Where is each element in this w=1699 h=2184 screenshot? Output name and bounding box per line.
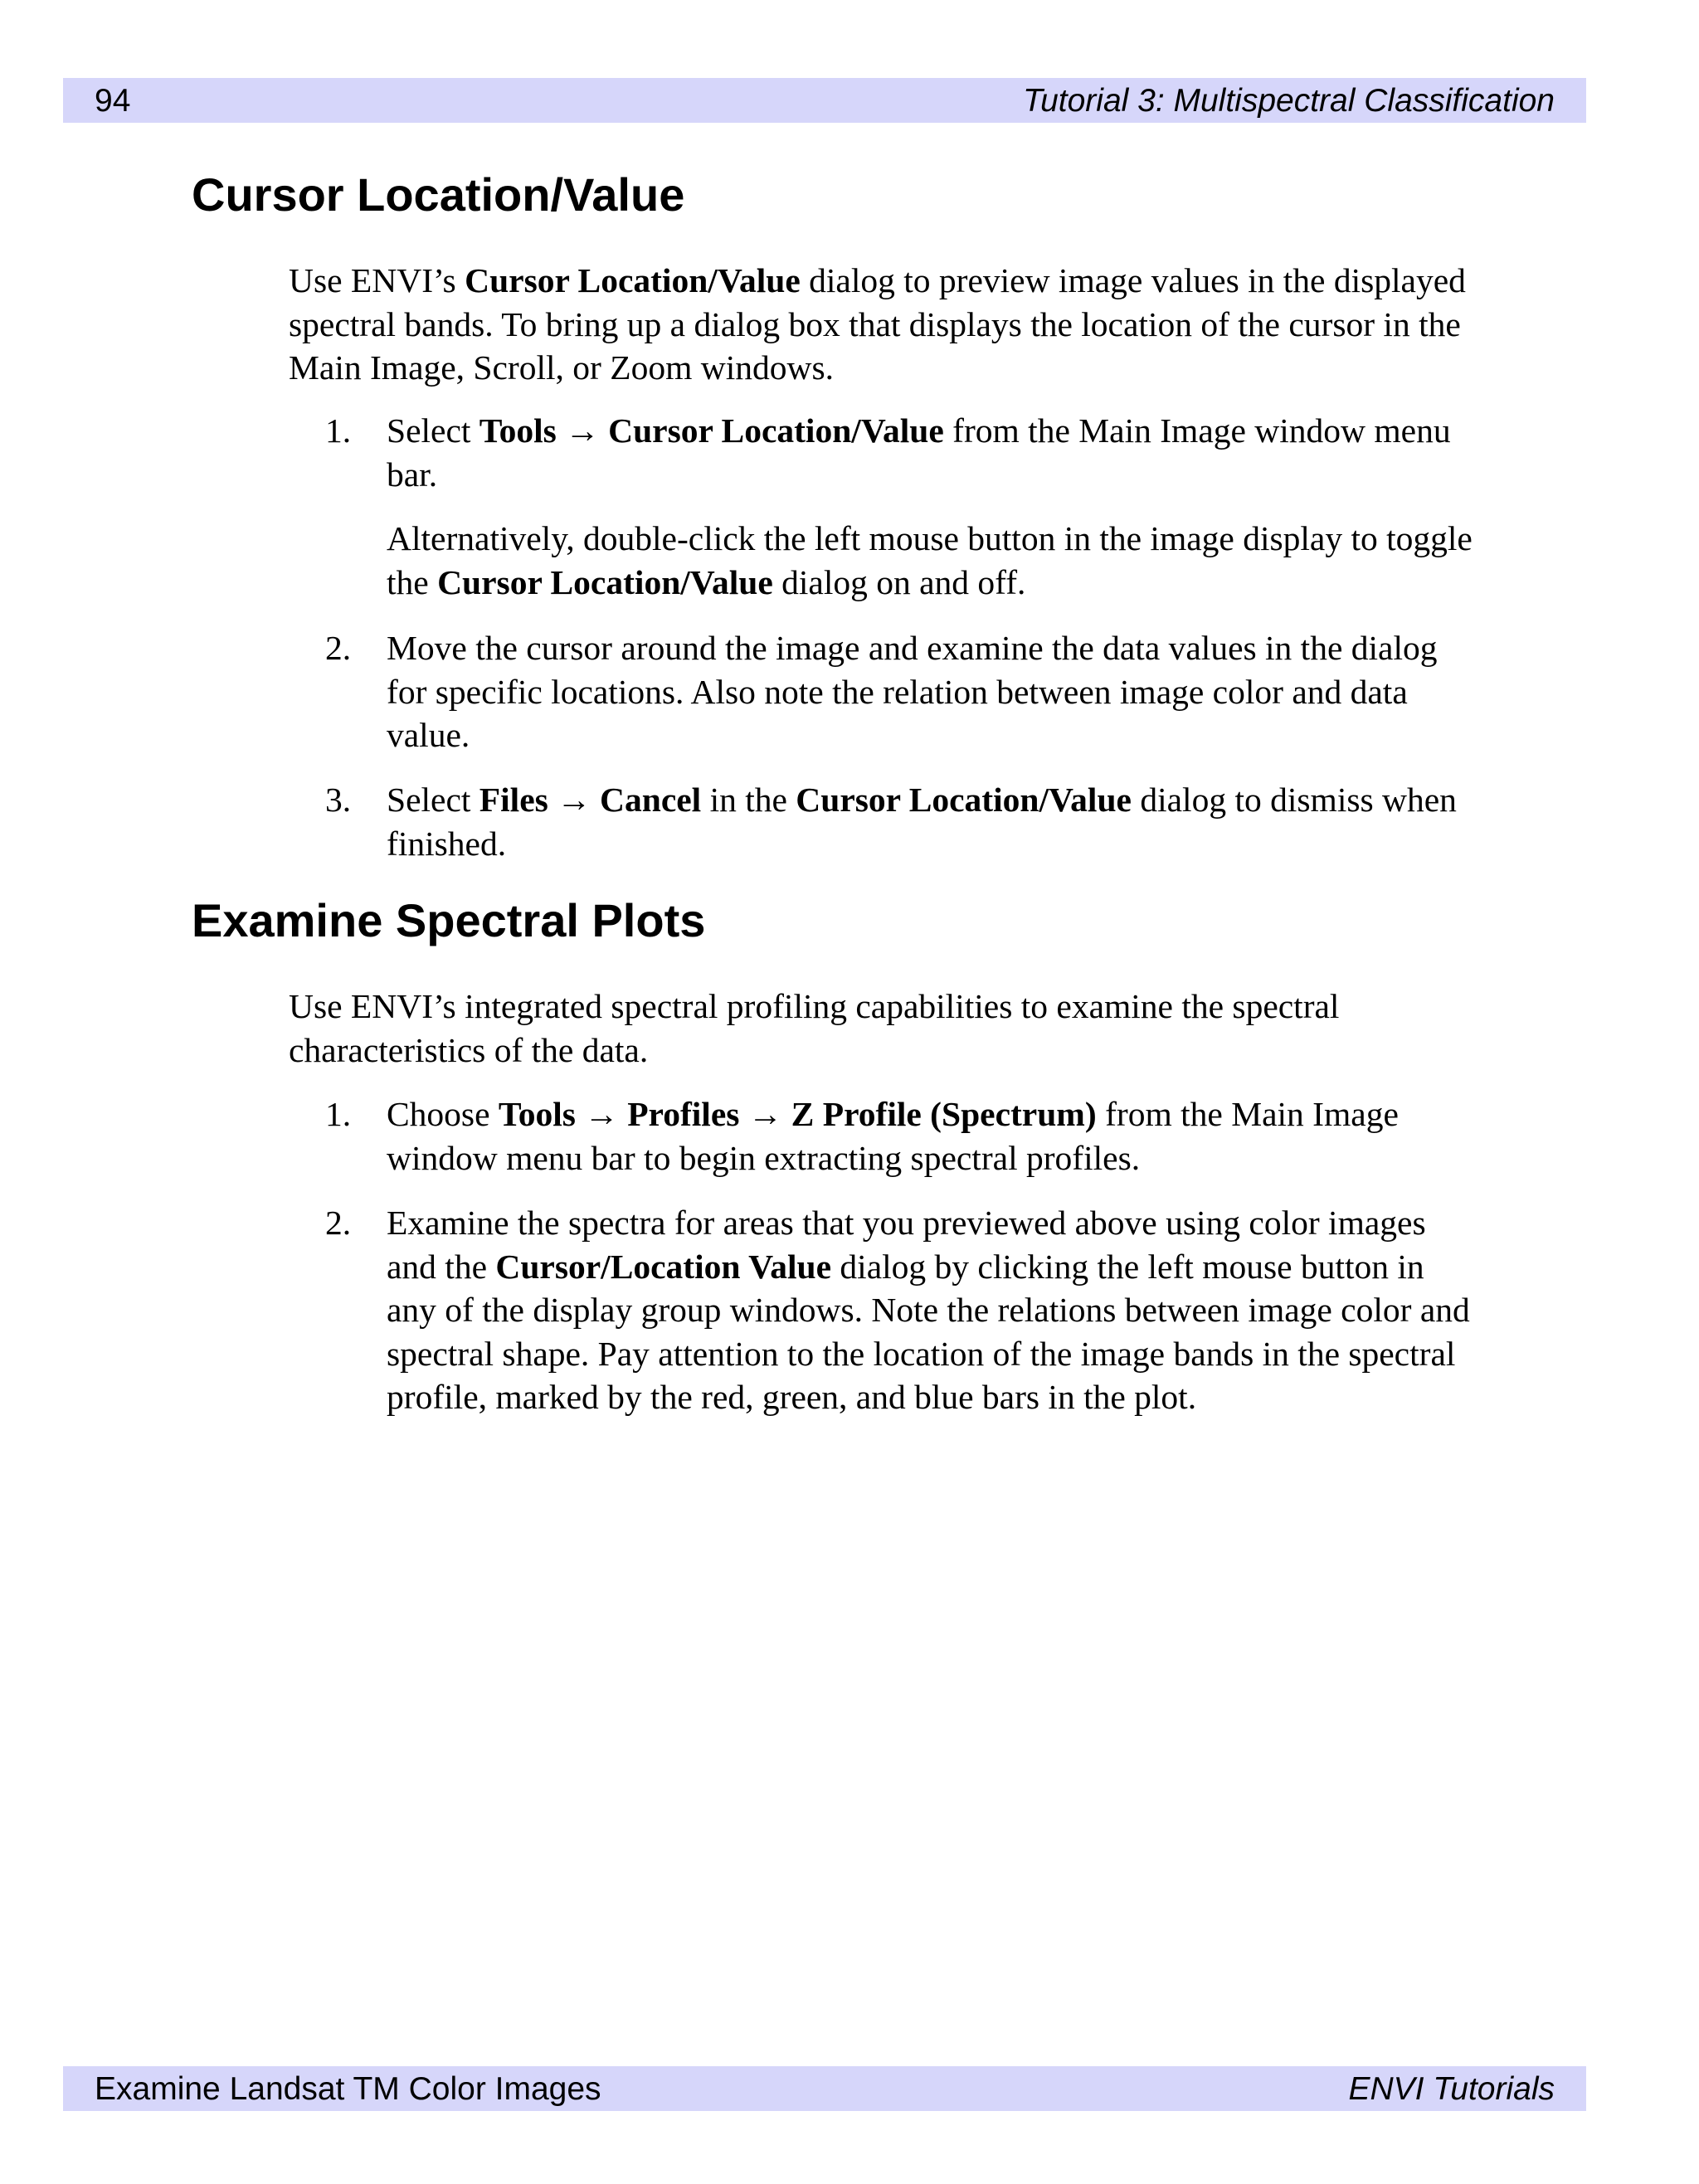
- section-heading-spectral-plots: Examine Spectral Plots: [192, 894, 706, 946]
- section-heading-cursor-location: Cursor Location/Value: [192, 168, 685, 221]
- section1-intro-paragraph: Use ENVI’s Cursor Location/Value dialog to preview image values in the displayed spectral bands. To bring up a dialog box that displays the location of the cursor in the Main Image, Scroll, or Zoom windows.: [289, 261, 1466, 387]
- page-footer: [63, 2066, 1586, 2111]
- page-number: 94: [95, 83, 131, 119]
- chapter-title: Tutorial 3: Multispectral Classification: [1023, 83, 1555, 119]
- section2-intro-paragraph: Use ENVI’s integrated spectral profiling capabilities to examine the spectral characteristics of the data.: [289, 987, 1340, 1069]
- page-header: [63, 78, 1586, 123]
- footer-book-title: ENVI Tutorials: [1348, 2071, 1555, 2107]
- section1-step-1-note: Alternatively, double-click the left mouse button in the image display to toggle the Cursor Location/Value dialog on and off.: [387, 519, 1473, 601]
- footer-section-title: Examine Landsat TM Color Images: [95, 2071, 601, 2107]
